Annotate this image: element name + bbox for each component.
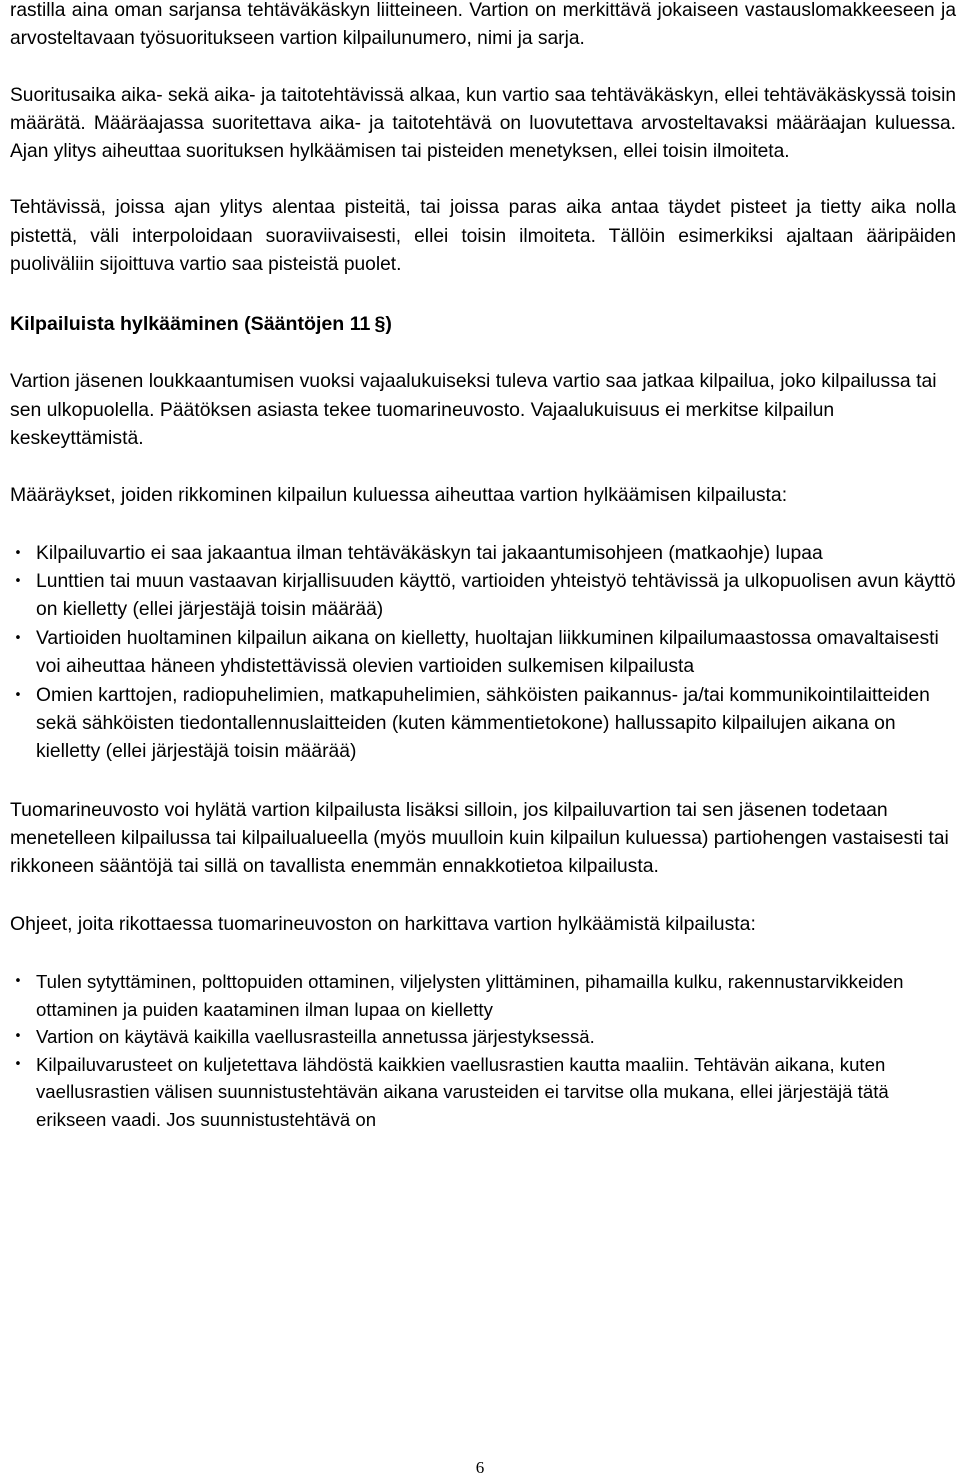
heading-close: ) [385, 313, 392, 336]
paragraph-regulations-intro: Määräykset, joiden rikkominen kilpailun kuluessa aiheuttaa vartion hylkäämisen kilpailusta: [10, 484, 788, 507]
paragraph-performance-time: Suoritusaika aika- sekä aika- ja taitotehtävissä alkaa, kun vartio saa tehtäväkäskyn, ellei tehtäväkäskyssä toisin määrätä. Määräajassa suoritettava aika- ja taitotehtävä on luovutettava arvosteltavaksi määräajan kuluessa. Ajan ylitys aiheuttaa suorituksen hylkäämisen tai pisteiden menetyksen, ellei toisin ilmoiteta. [10, 84, 956, 163]
list-item [10, 568, 956, 625]
bullet-icon: • [14, 687, 22, 703]
bullet-icon: • [14, 573, 22, 589]
list-item-text: Kilpailuvartio ei saa jakaantua ilman tehtäväkäskyn tai jakaantumisohjeen (matkaohje) lupaa [36, 542, 823, 564]
bullet-icon: • [14, 974, 22, 989]
paragraph-jury-disqualify: Tuomarineuvosto voi hylätä vartion kilpailusta lisäksi silloin, jos kilpailuvartion tai sen jäsenen todetaan menetelleen kilpailussa tai kilpailualueella (myös muulloin kuin kilpailun kuluessa) partiohengen vastaisesti tai rikkoneen sääntöjä tai sillä on tavallista enemmän ennakkotietoa kilpailusta. [10, 798, 949, 878]
list-item-text: Kilpailuvarusteet on kuljetettava lähdöstä kaikkien vaellusrastien kautta maaliin. Tehtävän aikana, kuten vaellusrastien välisen suunnistustehtävän aikana varusteiden ei tarvitse olla mukana, ellei järjestäjä tätä erikseen vaadi. Jos suunnistustehtävä on [36, 1053, 889, 1130]
bullet-icon: • [14, 630, 22, 646]
list-item-text: Tulen sytyttäminen, polttopuiden ottaminen, viljelysten ylittäminen, pihamailla kulku, rakennustarvikkeiden ottaminen ja puiden kaataminen ilman lupaa on kielletty [36, 971, 904, 1020]
list-item-text: Vartioiden huoltaminen kilpailun aikana on kielletty, huoltajan liikkuminen kilpailumaastossa omavaltaisesti voi aiheuttaa häneen yhdistettävissä olevien vartioiden sulkemisen kilpailusta [36, 627, 939, 678]
heading-text: Kilpailuista hylkääminen (Sääntöjen 11 [10, 313, 371, 336]
list-item [10, 682, 956, 767]
paragraph-guidelines-intro: Ohjeet, joita rikottaessa tuomarineuvoston on harkittava vartion hylkäämistä kilpailusta: [10, 912, 756, 935]
paragraph-answer-sheets: rastilla aina oman sarjansa tehtäväkäskyn liitteineen. Vartion on merkittävä jokaiseen vastauslomakkeeseen ja arvosteltavaan työsuoritukseen vartion kilpailunumero, nimi ja sarja. [10, 0, 956, 50]
section-heading-disqualification [10, 310, 956, 338]
paragraph-injury: Vartion jäsenen loukkaantumisen vuoksi vajaalukuiseksi tuleva vartio saa jatkaa kilpailua, joko kilpailussa tai sen ulkopuolella. Päätöksen asiasta tekee tuomarineuvosto. Vajaalukuisuus ei merkitse kilpailun keskeyttämistä. [10, 370, 937, 449]
bullet-icon: • [14, 1029, 22, 1045]
list-item [10, 968, 956, 1023]
list-item [10, 1051, 956, 1134]
page-number: 6 [475, 1458, 485, 1477]
list-item-text: Omien karttojen, radiopuhelimien, matkapuhelimien, sähköisten paikannus- ja/tai kommunikointilaitteiden sekä sähköisten tiedontallennuslaitteiden (kuten kämmentietokone) hallussapito kilpailujen aikana on kielletty (ellei järjestäjä toisin määrää) [36, 684, 930, 763]
list-item [10, 625, 956, 682]
section-sign: § [374, 313, 386, 336]
list-item-text: Lunttien tai muun vastaavan kirjallisuuden käyttö, vartioiden yhteistyö tehtävissä ja ulkopuolisen avun käyttö on kielletty (ellei järjestäjä toisin määrää) [36, 570, 956, 621]
list-item [10, 1023, 956, 1051]
list-item-text: Vartion on käytävä kaikilla vaellusrasteilla annetussa järjestyksessä. [36, 1026, 595, 1048]
paragraph-time-interpolation: Tehtävissä, joissa ajan ylitys alentaa pisteitä, tai joissa paras aika antaa täydet pisteet ja tietty aika nolla pistettä, väli interpoloidaan suoraviivaisesti, ellei toisin ilmoiteta. Tällöin esimerkiksi ajaltaan ääripäiden puoliväliin sijoittuva vartio saa pisteistä puolet. [10, 197, 956, 276]
disqualification-list [10, 540, 956, 767]
guidelines-list [10, 968, 956, 1134]
document-page [10, 0, 956, 1134]
list-item [10, 540, 956, 568]
bullet-icon: • [14, 545, 22, 561]
bullet-icon: • [14, 1056, 22, 1072]
